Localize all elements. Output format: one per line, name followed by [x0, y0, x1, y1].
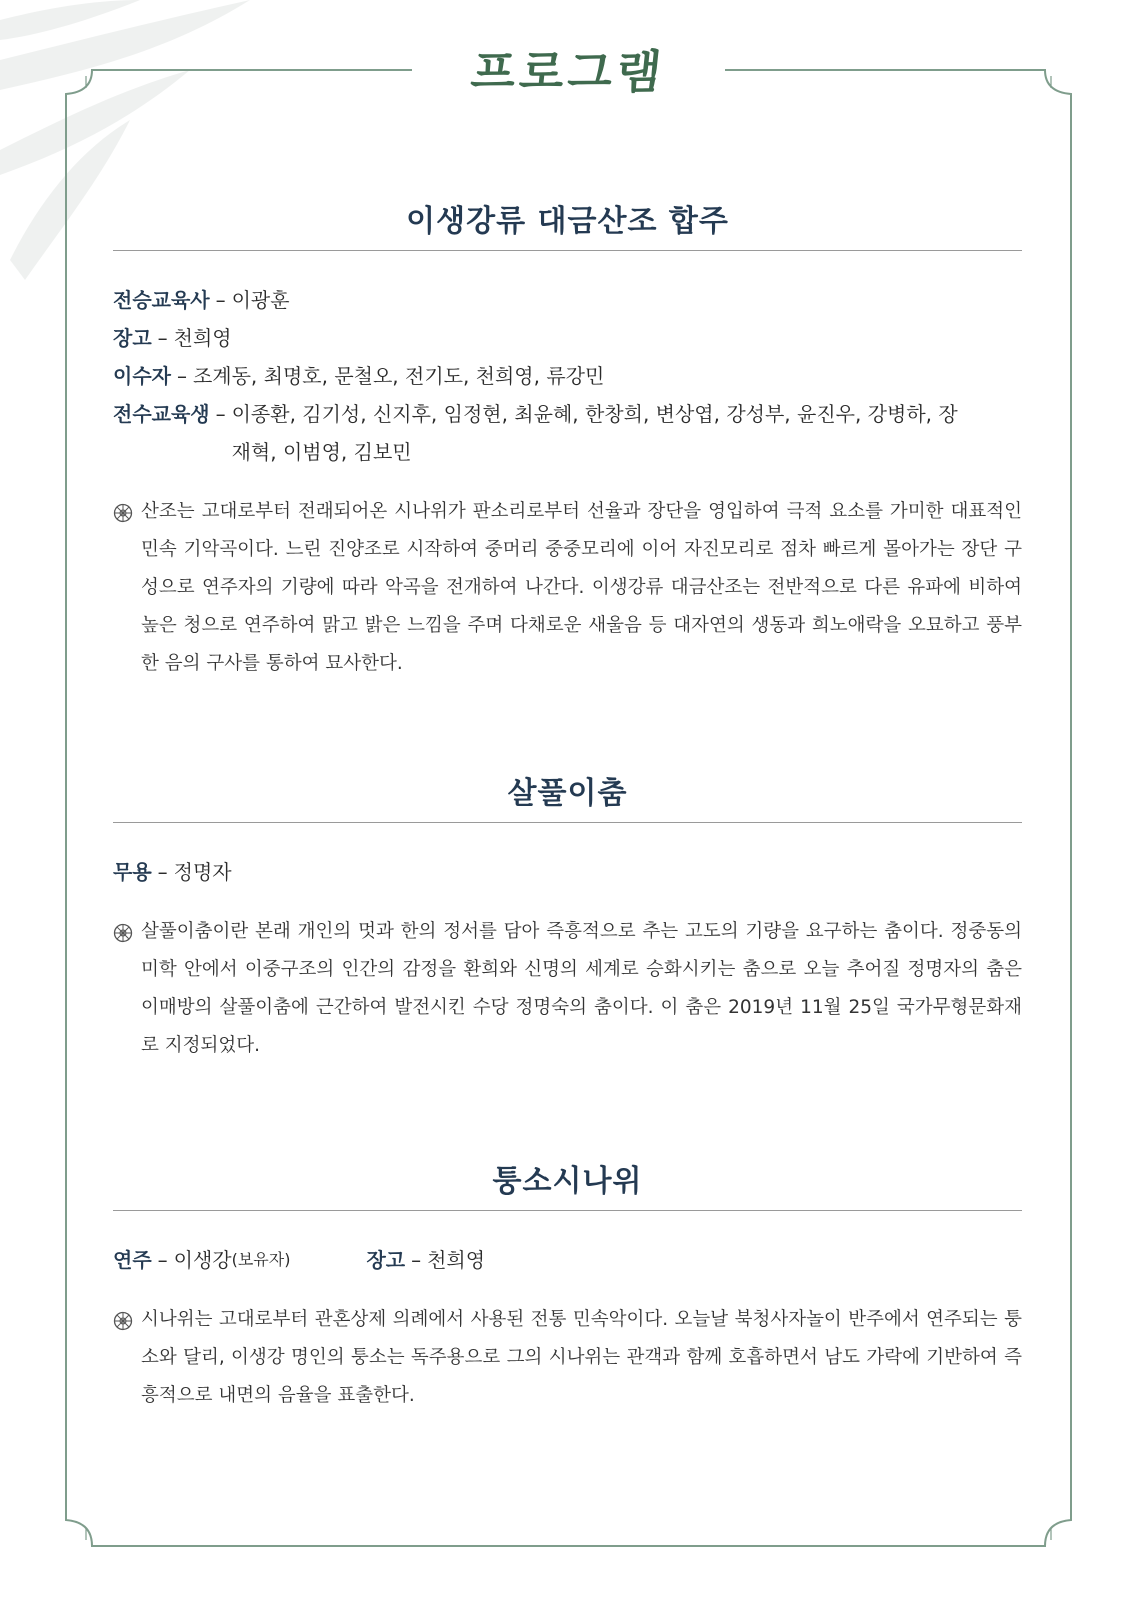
section-description	[113, 1301, 1022, 1415]
credit-line: 무용 – 정명자	[113, 853, 1022, 891]
credit-role: 전수교육생	[113, 402, 210, 426]
credit-names: 이광훈	[231, 288, 290, 312]
section-description	[113, 913, 1022, 1065]
credit-line: 전수교육생 – 이종환, 김기성, 신지후, 임정현, 최윤혜, 한창희, 변상엽, 강성부, 윤진우, 강병하, 장재혁, 이범영, 김보민	[113, 395, 1022, 471]
flower-bullet-icon	[113, 1311, 133, 1331]
credits-list	[113, 281, 1022, 471]
credit-names: 이종환, 김기성, 신지후, 임정현, 최윤혜, 한창희, 변상엽, 강성부, 윤진우, 강병하, 장재혁, 이범영, 김보민	[231, 402, 958, 464]
section-title: 퉁소시나위	[113, 1156, 1022, 1211]
credit-names: 천희영	[427, 1248, 486, 1272]
description-text: 산조는 고대로부터 전래되어온 시나위가 판소리로부터 선율과 장단을 영입하여 극적 요소를 가미한 대표적인 민속 기악곡이다. 느린 진양조로 시작하여 중머리 중중모리에 이어 자진모리로 점차 빠르게 몰아가는 장단 구성으로 연주자의 기량에 따라 악곡을 전개하여 나간다. 이생강류 대금산조는 전반적으로 다른 유파에 비하여 높은 청으로 연주하여 맑고 밝은 느낌을 주며 다채로운 새울음 등 대자연의 생동과 희노애락을 오묘하고 풍부한 음의 구사를 통하여 묘사한다.	[141, 501, 1022, 674]
credit-role: 이수자	[113, 364, 171, 388]
credit-line: 연주 – 이생강 (보유자)	[113, 1241, 290, 1279]
credit-role: 장고	[366, 1248, 406, 1272]
section-title: 살풀이춤	[113, 768, 1022, 823]
description-text: 살풀이춤이란 본래 개인의 멋과 한의 정서를 담아 즉흥적으로 추는 고도의 기량을 요구하는 춤이다. 정중동의 미학 안에서 이중구조의 인간의 감정을 환희와 신명의 세계로 승화시키는 춤으로 오늘 추어질 정명자의 춤은 이매방의 살풀이춤에 근간하여 발전시킨 수당 정명숙의 춤이다. 이 춤은 2019년 11월 25일 국가무형문화재로 지정되었다.	[141, 921, 1022, 1056]
credit-names: 조계동, 최명호, 문철오, 전기도, 천희영, 류강민	[192, 364, 605, 388]
credit-line: 장고 – 천희영	[366, 1241, 485, 1279]
credits-list	[113, 853, 1022, 891]
program-section-tungso-sinawi	[113, 1156, 1022, 1415]
credit-role: 장고	[113, 326, 152, 350]
flower-bullet-icon	[113, 503, 133, 523]
credit-note: (보유자)	[231, 1250, 291, 1269]
flower-bullet-icon	[113, 923, 133, 943]
credits-list	[113, 1241, 1022, 1279]
credit-role: 전승교육사	[113, 288, 210, 312]
credit-names: 정명자	[173, 860, 232, 884]
credit-line: 장고 – 천희영	[113, 319, 1022, 357]
program-section-daegeum-sanjo	[113, 196, 1022, 683]
credit-role: 연주	[113, 1248, 152, 1272]
page-title: 프로그램	[468, 45, 668, 99]
section-description	[113, 493, 1022, 683]
description-text: 시나위는 고대로부터 관혼상제 의례에서 사용된 전통 민속악이다. 오늘날 북청사자놀이 반주에서 연주되는 퉁소와 달리, 이생강 명인의 퉁소는 독주용으로 그의 시나위는 관객과 함께 호흡하면서 남도 가락에 기반하여 즉흥적으로 내면의 음율을 표출한다.	[141, 1309, 1022, 1406]
program-section-salpuri	[113, 768, 1022, 1065]
credit-line: 이수자 – 조계동, 최명호, 문철오, 전기도, 천희영, 류강민	[113, 357, 1022, 395]
credit-role: 무용	[113, 860, 152, 884]
credit-line: 전승교육사 – 이광훈	[113, 281, 1022, 319]
section-title: 이생강류 대금산조 합주	[113, 196, 1022, 251]
credit-names: 천희영	[173, 326, 232, 350]
credit-names: 이생강	[173, 1248, 232, 1272]
